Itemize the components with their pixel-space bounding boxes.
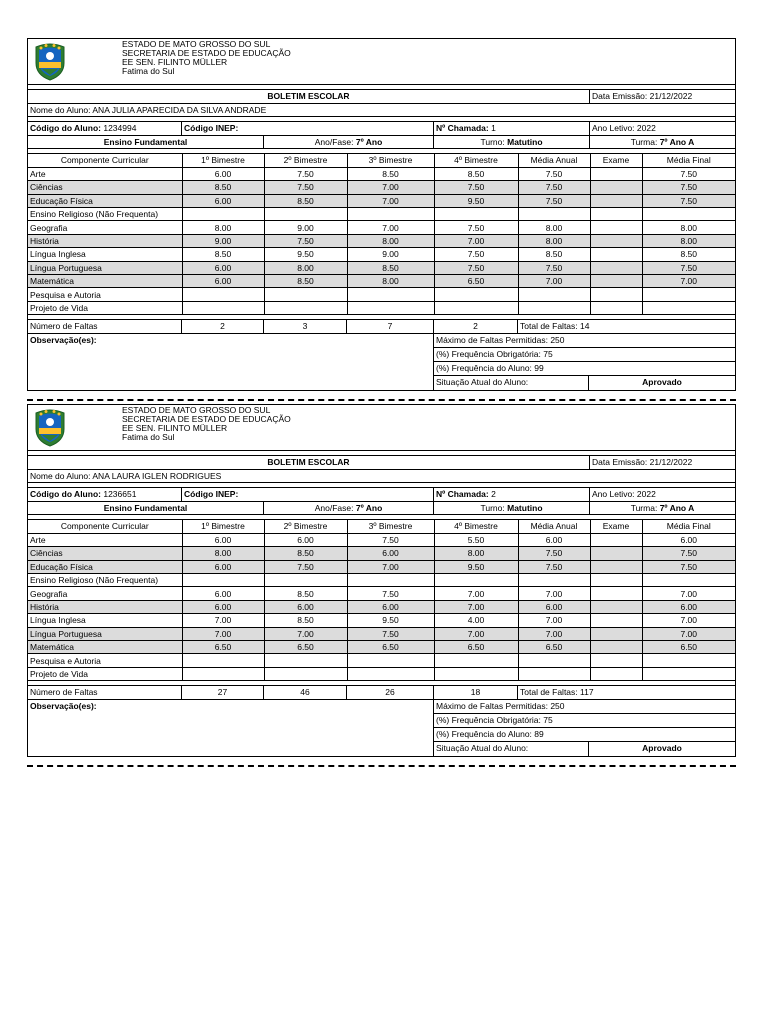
grade-cell: 8.00: [434, 547, 518, 560]
grade-cell: [347, 654, 434, 667]
subject-row: [28, 221, 735, 234]
subject-name: Ciências: [28, 547, 182, 560]
absences-b3: 26: [347, 686, 434, 699]
grade-cell: 7.50: [518, 194, 590, 207]
grades-table: [28, 154, 735, 315]
grade-cell: [642, 654, 735, 667]
grade-cell: [182, 574, 264, 587]
grade-cell: [590, 194, 642, 207]
grade-cell: 6.00: [347, 600, 434, 613]
state-coat-of-arms-icon: [32, 407, 68, 447]
grade-cell: 7.50: [642, 167, 735, 180]
status-value: Aprovado: [642, 376, 682, 387]
grade-cell: 8.00: [264, 261, 347, 274]
state-name: ESTADO DE MATO GROSSO DO SUL: [122, 405, 271, 415]
grade-cell: 8.50: [347, 167, 434, 180]
grade-cell: 7.00: [264, 627, 347, 640]
grade-cell: 7.50: [434, 248, 518, 261]
grade-cell: [518, 288, 590, 301]
grade-cell: 8.00: [182, 547, 264, 560]
grade-cell: 7.00: [642, 614, 735, 627]
grade-cell: 7.00: [642, 587, 735, 600]
cut-line-2: [27, 765, 736, 767]
grade-cell: 7.00: [434, 627, 518, 640]
subject-row: [28, 275, 735, 288]
subject-name: Pesquisa e Autoria: [28, 654, 182, 667]
subject-row: [28, 533, 735, 546]
subject-name: Matemática: [28, 275, 182, 288]
grade-cell: 7.50: [434, 181, 518, 194]
grade-cell: [264, 654, 347, 667]
issue-date: Data Emissão: 21/12/2022: [592, 91, 693, 101]
grade-cell: 6.00: [518, 533, 590, 546]
grade-cell: 6.00: [264, 600, 347, 613]
grade-cell: 7.50: [518, 261, 590, 274]
subject-row: [28, 208, 735, 221]
city-name: Fatima do Sul: [122, 432, 175, 442]
grade-cell: 9.00: [182, 234, 264, 247]
grade-cell: 6.00: [182, 261, 264, 274]
grade-cell: [182, 288, 264, 301]
grade-cell: 8.50: [518, 248, 590, 261]
grade-cell: 7.50: [642, 547, 735, 560]
subject-row: [28, 560, 735, 573]
grade-cell: 9.50: [434, 194, 518, 207]
roll-number: Nº Chamada: 1: [434, 122, 590, 135]
grade-cell: 7.50: [264, 234, 347, 247]
report-title: BOLETIM ESCOLAR: [28, 456, 590, 469]
grade-cell: 7.00: [434, 587, 518, 600]
subject-name: História: [28, 600, 182, 613]
grade-cell: 7.00: [434, 600, 518, 613]
grade-cell: [642, 667, 735, 680]
student-status: Situação Atual do Aluno: Aprovado: [434, 376, 735, 390]
grade-cell: 8.00: [182, 221, 264, 234]
grade-cell: 6.50: [434, 641, 518, 654]
grade-cell: [590, 301, 642, 314]
grade-cell: 7.00: [642, 627, 735, 640]
required-frequency: (%) Frequência Obrigatória: 75: [434, 348, 735, 362]
cut-line-1: [27, 399, 736, 401]
grade-cell: 7.00: [434, 234, 518, 247]
absences-b4: 18: [434, 686, 518, 699]
absences-b2: 3: [264, 320, 347, 333]
grade-cell: 7.00: [642, 275, 735, 288]
class-group: Turma: 7º Ano A: [630, 502, 695, 513]
grade-cell: [182, 208, 264, 221]
grade-cell: 8.50: [264, 547, 347, 560]
grade-cell: 7.50: [347, 533, 434, 546]
grade-cell: [434, 667, 518, 680]
student-code: Código do Aluno: 1234994: [28, 122, 182, 135]
shift: Turno: Matutino: [434, 502, 590, 515]
grade-cell: [518, 301, 590, 314]
student-frequency: (%) Frequência do Aluno: 99: [434, 362, 735, 376]
grade-cell: 7.00: [518, 275, 590, 288]
subject-name: Língua Inglesa: [28, 248, 182, 261]
grade-cell: 8.50: [642, 248, 735, 261]
grade-cell: 7.50: [642, 194, 735, 207]
education-level: Ensino Fundamental: [28, 136, 264, 149]
subject-name: Projeto de Vida: [28, 667, 182, 680]
absences-b1: 27: [182, 686, 264, 699]
grade-cell: [590, 600, 642, 613]
grade-cell: 8.00: [518, 234, 590, 247]
grade-cell: [590, 641, 642, 654]
status-value: Aprovado: [642, 742, 682, 753]
grade-cell: [590, 248, 642, 261]
grade-cell: 7.50: [518, 560, 590, 573]
subject-name: Ensino Religioso (Não Frequenta): [28, 574, 182, 587]
grade-cell: 7.00: [347, 194, 434, 207]
grade-cell: 6.00: [182, 194, 264, 207]
student-code: Código do Aluno: 1236651: [28, 488, 182, 501]
grade-cell: 6.50: [264, 641, 347, 654]
grade-cell: 4.00: [434, 614, 518, 627]
subject-name: Geografia: [28, 587, 182, 600]
grade-cell: 6.00: [264, 533, 347, 546]
grade-cell: [590, 221, 642, 234]
grade-cell: 8.00: [347, 234, 434, 247]
grade-cell: 9.50: [264, 248, 347, 261]
education-level: Ensino Fundamental: [28, 502, 264, 515]
grade-cell: [182, 667, 264, 680]
inep-code: Código INEP:: [182, 488, 434, 501]
subject-row: [28, 600, 735, 613]
grade-cell: 7.00: [182, 627, 264, 640]
grade-cell: [590, 587, 642, 600]
grade-cell: 8.50: [182, 181, 264, 194]
subject-name: Arte: [28, 167, 182, 180]
grade-cell: [434, 208, 518, 221]
grade-cell: 8.00: [642, 234, 735, 247]
grade-cell: 9.00: [347, 248, 434, 261]
grade-cell: 6.50: [434, 275, 518, 288]
subject-row: [28, 194, 735, 207]
subject-name: Língua Portuguesa: [28, 627, 182, 640]
grade-cell: 8.00: [518, 221, 590, 234]
grade-cell: 7.00: [182, 614, 264, 627]
subject-name: Projeto de Vida: [28, 301, 182, 314]
secretariat-name: SECRETARIA DE ESTADO DE EDUCAÇÃO: [122, 48, 291, 58]
report-card-1: [27, 38, 736, 391]
grade-cell: 7.50: [264, 167, 347, 180]
subject-name: Ensino Religioso (Não Frequenta): [28, 208, 182, 221]
grade-cell: 7.50: [518, 167, 590, 180]
subject-row: [28, 574, 735, 587]
max-absences: Máximo de Faltas Permitidas: 250: [434, 334, 735, 348]
subject-name: Geografia: [28, 221, 182, 234]
grade-cell: [264, 667, 347, 680]
total-absences: Total de Faltas: 14: [520, 321, 590, 332]
grade-cell: 6.00: [182, 275, 264, 288]
subject-row: [28, 234, 735, 247]
observations: Observação(es):: [28, 700, 434, 756]
grade-cell: 6.50: [518, 641, 590, 654]
student-status: Situação Atual do Aluno: Aprovado: [434, 742, 735, 756]
grade-cell: 8.00: [642, 221, 735, 234]
grade-cell: [264, 574, 347, 587]
school-name: EE SEN. FILINTO MÜLLER: [122, 57, 228, 67]
grade-cell: 7.50: [642, 261, 735, 274]
state-name: ESTADO DE MATO GROSSO DO SUL: [122, 39, 271, 49]
grade-cell: 7.50: [347, 587, 434, 600]
absences-label: Número de Faltas: [28, 320, 182, 333]
state-coat-of-arms-icon: [32, 41, 68, 81]
grade-cell: 8.00: [347, 275, 434, 288]
subject-row: [28, 547, 735, 560]
grade-cell: [590, 667, 642, 680]
grade-cell: 8.50: [347, 261, 434, 274]
grade-cell: [590, 275, 642, 288]
grade-cell: 7.50: [434, 221, 518, 234]
absences-b1: 2: [182, 320, 264, 333]
grade-cell: [264, 288, 347, 301]
grade-cell: [434, 654, 518, 667]
grade-cell: [590, 288, 642, 301]
class-group: Turma: 7º Ano A: [630, 136, 695, 147]
required-frequency: (%) Frequência Obrigatória: 75: [434, 714, 735, 728]
grade-cell: [590, 574, 642, 587]
grade-cell: 6.00: [182, 587, 264, 600]
grade-cell: [347, 288, 434, 301]
subject-row: [28, 641, 735, 654]
grade-cell: [590, 547, 642, 560]
grade-cell: [590, 627, 642, 640]
grade-cell: 6.00: [182, 167, 264, 180]
grade-cell: [590, 614, 642, 627]
school-name: EE SEN. FILINTO MÜLLER: [122, 423, 228, 433]
grade-cell: 8.50: [434, 167, 518, 180]
grade-cell: 8.50: [264, 194, 347, 207]
roll-number: Nº Chamada: 2: [434, 488, 590, 501]
absences-b2: 46: [264, 686, 347, 699]
absences-label: Número de Faltas: [28, 686, 182, 699]
grade-cell: 7.50: [434, 261, 518, 274]
city-name: Fatima do Sul: [122, 66, 175, 76]
subject-row: [28, 301, 735, 314]
grade-cell: [434, 574, 518, 587]
grade-cell: 5.50: [434, 533, 518, 546]
grade-cell: 7.50: [518, 547, 590, 560]
grade-cell: [590, 560, 642, 573]
grade-cell: [518, 574, 590, 587]
subject-row: [28, 667, 735, 680]
student-name: Nome do Aluno: ANA JULIA APARECIDA DA SILVA ANDRADE: [30, 104, 267, 115]
subject-name: Matemática: [28, 641, 182, 654]
grade-cell: 6.00: [642, 600, 735, 613]
grade-cell: 6.50: [182, 641, 264, 654]
grade-cell: [347, 208, 434, 221]
grade-cell: 7.00: [518, 627, 590, 640]
grade-cell: 8.50: [264, 587, 347, 600]
max-absences: Máximo de Faltas Permitidas: 250: [434, 700, 735, 714]
subject-name: História: [28, 234, 182, 247]
grade-cell: 7.00: [347, 181, 434, 194]
subject-name: Pesquisa e Autoria: [28, 288, 182, 301]
grade-cell: 8.50: [264, 275, 347, 288]
school-year: Ano Letivo: 2022: [592, 123, 656, 133]
subject-name: Ciências: [28, 181, 182, 194]
grades-header-row: Componente Curricular 1º Bimestre 2º Bimestre 3º Bimestre 4º Bimestre Média Anual Exame Média Final: [28, 520, 735, 533]
grade-cell: [518, 208, 590, 221]
grade-phase: Ano/Fase: 7º Ano: [264, 502, 434, 515]
issue-date: Data Emissão: 21/12/2022: [592, 457, 693, 467]
subject-row: [28, 248, 735, 261]
inep-code: Código INEP:: [182, 122, 434, 135]
secretariat-name: SECRETARIA DE ESTADO DE EDUCAÇÃO: [122, 414, 291, 424]
subject-row: [28, 288, 735, 301]
grade-cell: [642, 288, 735, 301]
grade-cell: [347, 667, 434, 680]
observations: Observação(es):: [28, 334, 434, 390]
grade-phase: Ano/Fase: 7º Ano: [264, 136, 434, 149]
grade-cell: 7.50: [642, 560, 735, 573]
subject-row: [28, 614, 735, 627]
grade-cell: 7.00: [347, 560, 434, 573]
grade-cell: [264, 208, 347, 221]
grade-cell: 7.50: [264, 181, 347, 194]
grade-cell: [518, 667, 590, 680]
grade-cell: 6.00: [347, 547, 434, 560]
subject-row: [28, 167, 735, 180]
grade-cell: [182, 301, 264, 314]
total-absences: Total de Faltas: 117: [520, 687, 594, 698]
grade-cell: 7.50: [518, 181, 590, 194]
subject-row: [28, 627, 735, 640]
grade-cell: [347, 574, 434, 587]
grade-cell: 7.00: [518, 587, 590, 600]
grade-cell: 8.50: [182, 248, 264, 261]
subject-name: Língua Portuguesa: [28, 261, 182, 274]
subject-row: [28, 587, 735, 600]
grade-cell: 7.50: [642, 181, 735, 194]
student-frequency: (%) Frequência do Aluno: 89: [434, 728, 735, 742]
grade-cell: 9.00: [264, 221, 347, 234]
grade-cell: 7.50: [264, 560, 347, 573]
grade-cell: [518, 654, 590, 667]
grade-cell: 9.50: [434, 560, 518, 573]
subject-name: Língua Inglesa: [28, 614, 182, 627]
grade-cell: [642, 301, 735, 314]
grade-cell: [590, 234, 642, 247]
grade-cell: [347, 301, 434, 314]
grade-cell: [434, 288, 518, 301]
report-header: [28, 39, 735, 85]
grade-cell: 6.50: [347, 641, 434, 654]
grade-cell: [590, 261, 642, 274]
student-name: Nome do Aluno: ANA LAURA IGLEN RODRIGUES: [30, 470, 222, 481]
grade-cell: [590, 208, 642, 221]
absences-b3: 7: [347, 320, 434, 333]
grade-cell: 7.50: [347, 627, 434, 640]
grade-cell: [590, 167, 642, 180]
grade-cell: [590, 533, 642, 546]
report-title: BOLETIM ESCOLAR: [28, 90, 590, 103]
grade-cell: 8.50: [264, 614, 347, 627]
school-year: Ano Letivo: 2022: [592, 489, 656, 499]
subject-name: Arte: [28, 533, 182, 546]
grade-cell: 7.00: [518, 614, 590, 627]
grade-cell: 6.00: [518, 600, 590, 613]
shift: Turno: Matutino: [434, 136, 590, 149]
grade-cell: 7.00: [347, 221, 434, 234]
grade-cell: [590, 181, 642, 194]
subject-name: Educação Física: [28, 560, 182, 573]
grade-cell: 6.00: [182, 560, 264, 573]
grade-cell: [182, 654, 264, 667]
subject-row: [28, 654, 735, 667]
grade-cell: [434, 301, 518, 314]
grade-cell: [642, 208, 735, 221]
grades-table: [28, 520, 735, 681]
grade-cell: 6.00: [182, 533, 264, 546]
subject-name: Educação Física: [28, 194, 182, 207]
report-header: [28, 405, 735, 451]
grade-cell: 6.50: [642, 641, 735, 654]
absences-b4: 2: [434, 320, 518, 333]
grade-cell: [590, 654, 642, 667]
grade-cell: 6.00: [642, 533, 735, 546]
grade-cell: 9.50: [347, 614, 434, 627]
grade-cell: [264, 301, 347, 314]
subject-row: [28, 261, 735, 274]
grade-cell: 6.00: [182, 600, 264, 613]
report-card-2: [27, 404, 736, 757]
grade-cell: [642, 574, 735, 587]
grades-header-row: Componente Curricular 1º Bimestre 2º Bimestre 3º Bimestre 4º Bimestre Média Anual Exame Média Final: [28, 154, 735, 167]
subject-row: [28, 181, 735, 194]
